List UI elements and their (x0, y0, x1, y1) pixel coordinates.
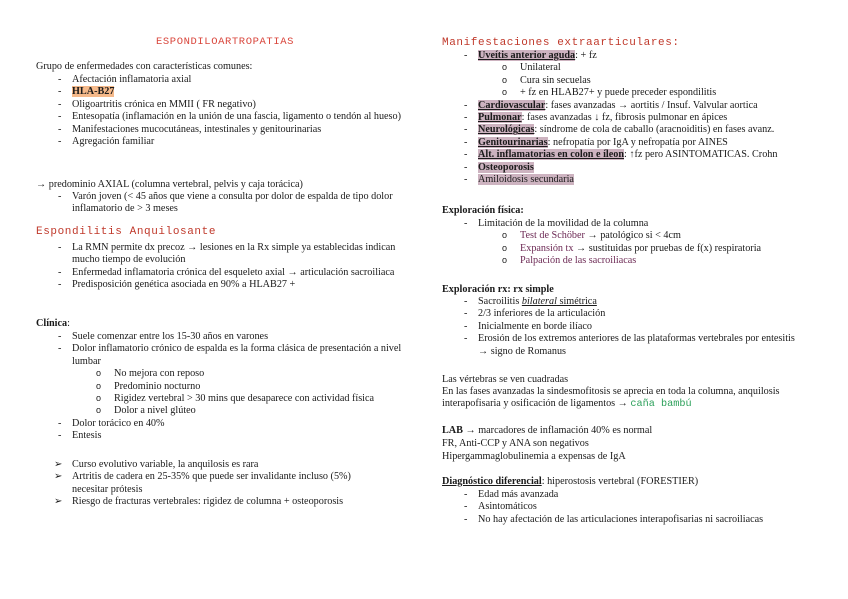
list-item: - Enfermedad inflamatoria crónica del esqueleto axial → articulación sacroiliaca (36, 267, 402, 279)
lab-line-2: FR, Anti-CCP y ANA son negativos (442, 438, 589, 449)
manif-rest: : síndrome de cola de caballo (aracnoiditis) en fases avanz. (534, 124, 775, 136)
list-item: - Entesopatía (inflamación en la unión de una fascia, ligamento o tendón al hueso) (36, 111, 408, 123)
list-item (36, 86, 408, 98)
list-item (442, 100, 822, 112)
intro-text: Grupo de enfermedades con características comunes: (36, 61, 253, 72)
list-item: - Inicialmente en borde ilíaco (442, 321, 802, 333)
as-section-title: Espondilitis Anquilosante (36, 226, 217, 238)
list-item: - Oligoartritis crónica en MMII ( FR negativo) (36, 99, 408, 111)
arrow-list-item: ➢ Artritis de cadera en 25-35% que puede ser invalidante incluso (5%) necesitar prótesis (36, 471, 386, 496)
as-list (36, 242, 402, 292)
sub-list-item: o Cura sin secuelas (442, 75, 822, 87)
list-item: - Dolor inflamatorio crónico de espalda es la forma clásica de presentación a nivel lumbar (36, 343, 408, 368)
dd-rest: : hiperostosis vertebral (FORESTIER) (541, 476, 699, 487)
vertebras-line: Las vértebras se ven cuadradas (442, 374, 569, 385)
sub-list-item: o Unilateral (442, 62, 822, 74)
list-item (442, 174, 822, 186)
rx-item1-a: Sacroilitis (478, 296, 522, 307)
list-item: - Agregación familiar (36, 136, 408, 148)
sub-list-item: o No mejora con reposo (36, 368, 408, 380)
sub-list-item: o Dolor a nivel glúteo (36, 405, 408, 417)
cana-bambu: caña bambú (630, 399, 692, 411)
list-item: - Erosión de los extremos anteriores de las plataformas vertebrales por entesitis → signo de Romanus (442, 333, 802, 358)
list-item (442, 50, 822, 62)
osteoporosis-label: Osteoporosis (478, 161, 534, 173)
dd-line (442, 476, 698, 488)
manif-rest: : fases avanzadas → aortitis / Insuf. Valvular aortica (545, 99, 758, 111)
lab-line (442, 425, 652, 437)
manif-label: Alt. inflamatorias en colon e íleon (478, 149, 625, 161)
expl-rx-title: Exploración rx: rx simple (442, 284, 554, 295)
clinica-label: Clínica (36, 318, 68, 329)
clinica-colon: : (67, 318, 70, 329)
uveitis-rest: : + fz (575, 50, 597, 61)
features-list (36, 74, 408, 148)
sub-list-item: o Predominio nocturno (36, 381, 408, 393)
expl-rx-list (442, 296, 802, 358)
list-item (442, 296, 802, 308)
manif-rest: : fases avanzadas ↓ fz, fibrosis pulmonar en ápices (521, 112, 728, 124)
list-item: - Edad más avanzada (442, 489, 822, 501)
arrow-list (36, 459, 386, 509)
palpacion-label: Palpación de las sacroiliacas (520, 255, 637, 267)
expansion-label: Expansión tx (520, 242, 574, 254)
list-item: - Limitación de la movilidad de la columna (442, 218, 822, 230)
sub-list-item (442, 230, 822, 242)
expl-fisica-title: Exploración física: (442, 205, 524, 216)
list-item: - Asintomáticos (442, 501, 822, 513)
list-item (442, 112, 822, 124)
list-item (442, 124, 822, 136)
axial-line: → predominio AXIAL (columna vertebral, pelvis y caja torácica) (36, 179, 303, 190)
axial-sub-list (36, 191, 408, 216)
manif-list (442, 50, 822, 186)
list-item: - Varón joven (< 45 años que viene a consulta por dolor de espalda de tipo dolor inflamatorio de > 3 meses (36, 191, 408, 216)
sindesmo-text: En las fases avanzadas la sindesmofitosis se aprecia en toda la columna, anquilosis interapofisaria y osificación de ligamentos → (442, 386, 780, 410)
sub-list-item: o Rigidez vertebral > 30 mins que desaparece con actividad física (36, 393, 408, 405)
list-item: - 2/3 inferiores de la articulación (442, 308, 802, 320)
sub-list-item (442, 243, 822, 255)
document-title: ESPONDILOARTROPATIAS (156, 36, 295, 48)
list-item (442, 149, 822, 161)
lab-line-3: Hipergammaglobulinemia a expensas de IgA (442, 451, 626, 462)
manif-label: Cardiovascular (478, 99, 546, 111)
list-item (442, 162, 822, 174)
arrow-list-item: ➢ Riesgo de fracturas vertebrales: rigidez de columna + osteoporosis (36, 496, 386, 508)
list-item: - Suele comenzar entre los 15-30 años en varones (36, 331, 408, 343)
amiloidosis-label: Amiloidosis secundaria (478, 174, 574, 186)
schober-label: Test de Schöber (520, 230, 585, 242)
manif-rest: : nefropatía por IgA y nefropatía por AINES (547, 136, 728, 148)
dd-list (442, 489, 822, 526)
manif-rest: : ↑fz pero ASINTOMATICAS. Crohn (624, 149, 778, 161)
hla-b27-highlight: HLA-B27 (72, 86, 115, 98)
manif-section-title: Manifestaciones extraarticulares: (442, 37, 680, 49)
lab-label: LAB (442, 425, 463, 436)
expansion-rest: → sustituidas por pruebas de f(x) respiratoria (573, 242, 762, 254)
sindesmo-paragraph (442, 386, 822, 412)
list-item: - Dolor torácico en 40% (36, 418, 408, 430)
sub-list-item: o + fz en HLAB27+ y puede preceder espondilitis (442, 87, 822, 99)
rx-item1-b: bilateral (521, 296, 557, 307)
rx-item1-c: simétrica (556, 296, 597, 307)
list-item: - Entesis (36, 430, 408, 442)
expl-fisica-list (442, 218, 822, 268)
manif-label: Genitourinarias (478, 136, 548, 148)
list-item: - Predisposición genética asociada en 90% a HLAB27 + (36, 279, 402, 291)
manif-label: Neurológicas (478, 124, 535, 136)
list-item: - No hay afectación de las articulaciones interapofisarias ni sacroiliacas (442, 514, 822, 526)
arrow-list-item: ➢ Curso evolutivo variable, la anquilosis es rara (36, 459, 386, 471)
list-item: - Afectación inflamatoria axial (36, 74, 408, 86)
list-item: - Manifestaciones mucocutáneas, intestinales y genitourinarias (36, 124, 408, 136)
dd-label: Diagnóstico diferencial (442, 476, 542, 487)
uveitis-label: Uveítis anterior aguda (478, 50, 576, 61)
lab-rest: → marcadores de inflamación 40% es normal (462, 425, 653, 436)
schober-rest: → patológico si < 4cm (584, 230, 681, 242)
list-item: - La RMN permite dx precoz → lesiones en la Rx simple ya establecidas indican mucho tiempo de evolución (36, 242, 402, 267)
manif-label: Pulmonar (478, 112, 522, 124)
clinica-list (36, 331, 408, 443)
clinica-heading (36, 318, 70, 330)
sub-list-item (442, 255, 822, 267)
list-item (442, 137, 822, 149)
